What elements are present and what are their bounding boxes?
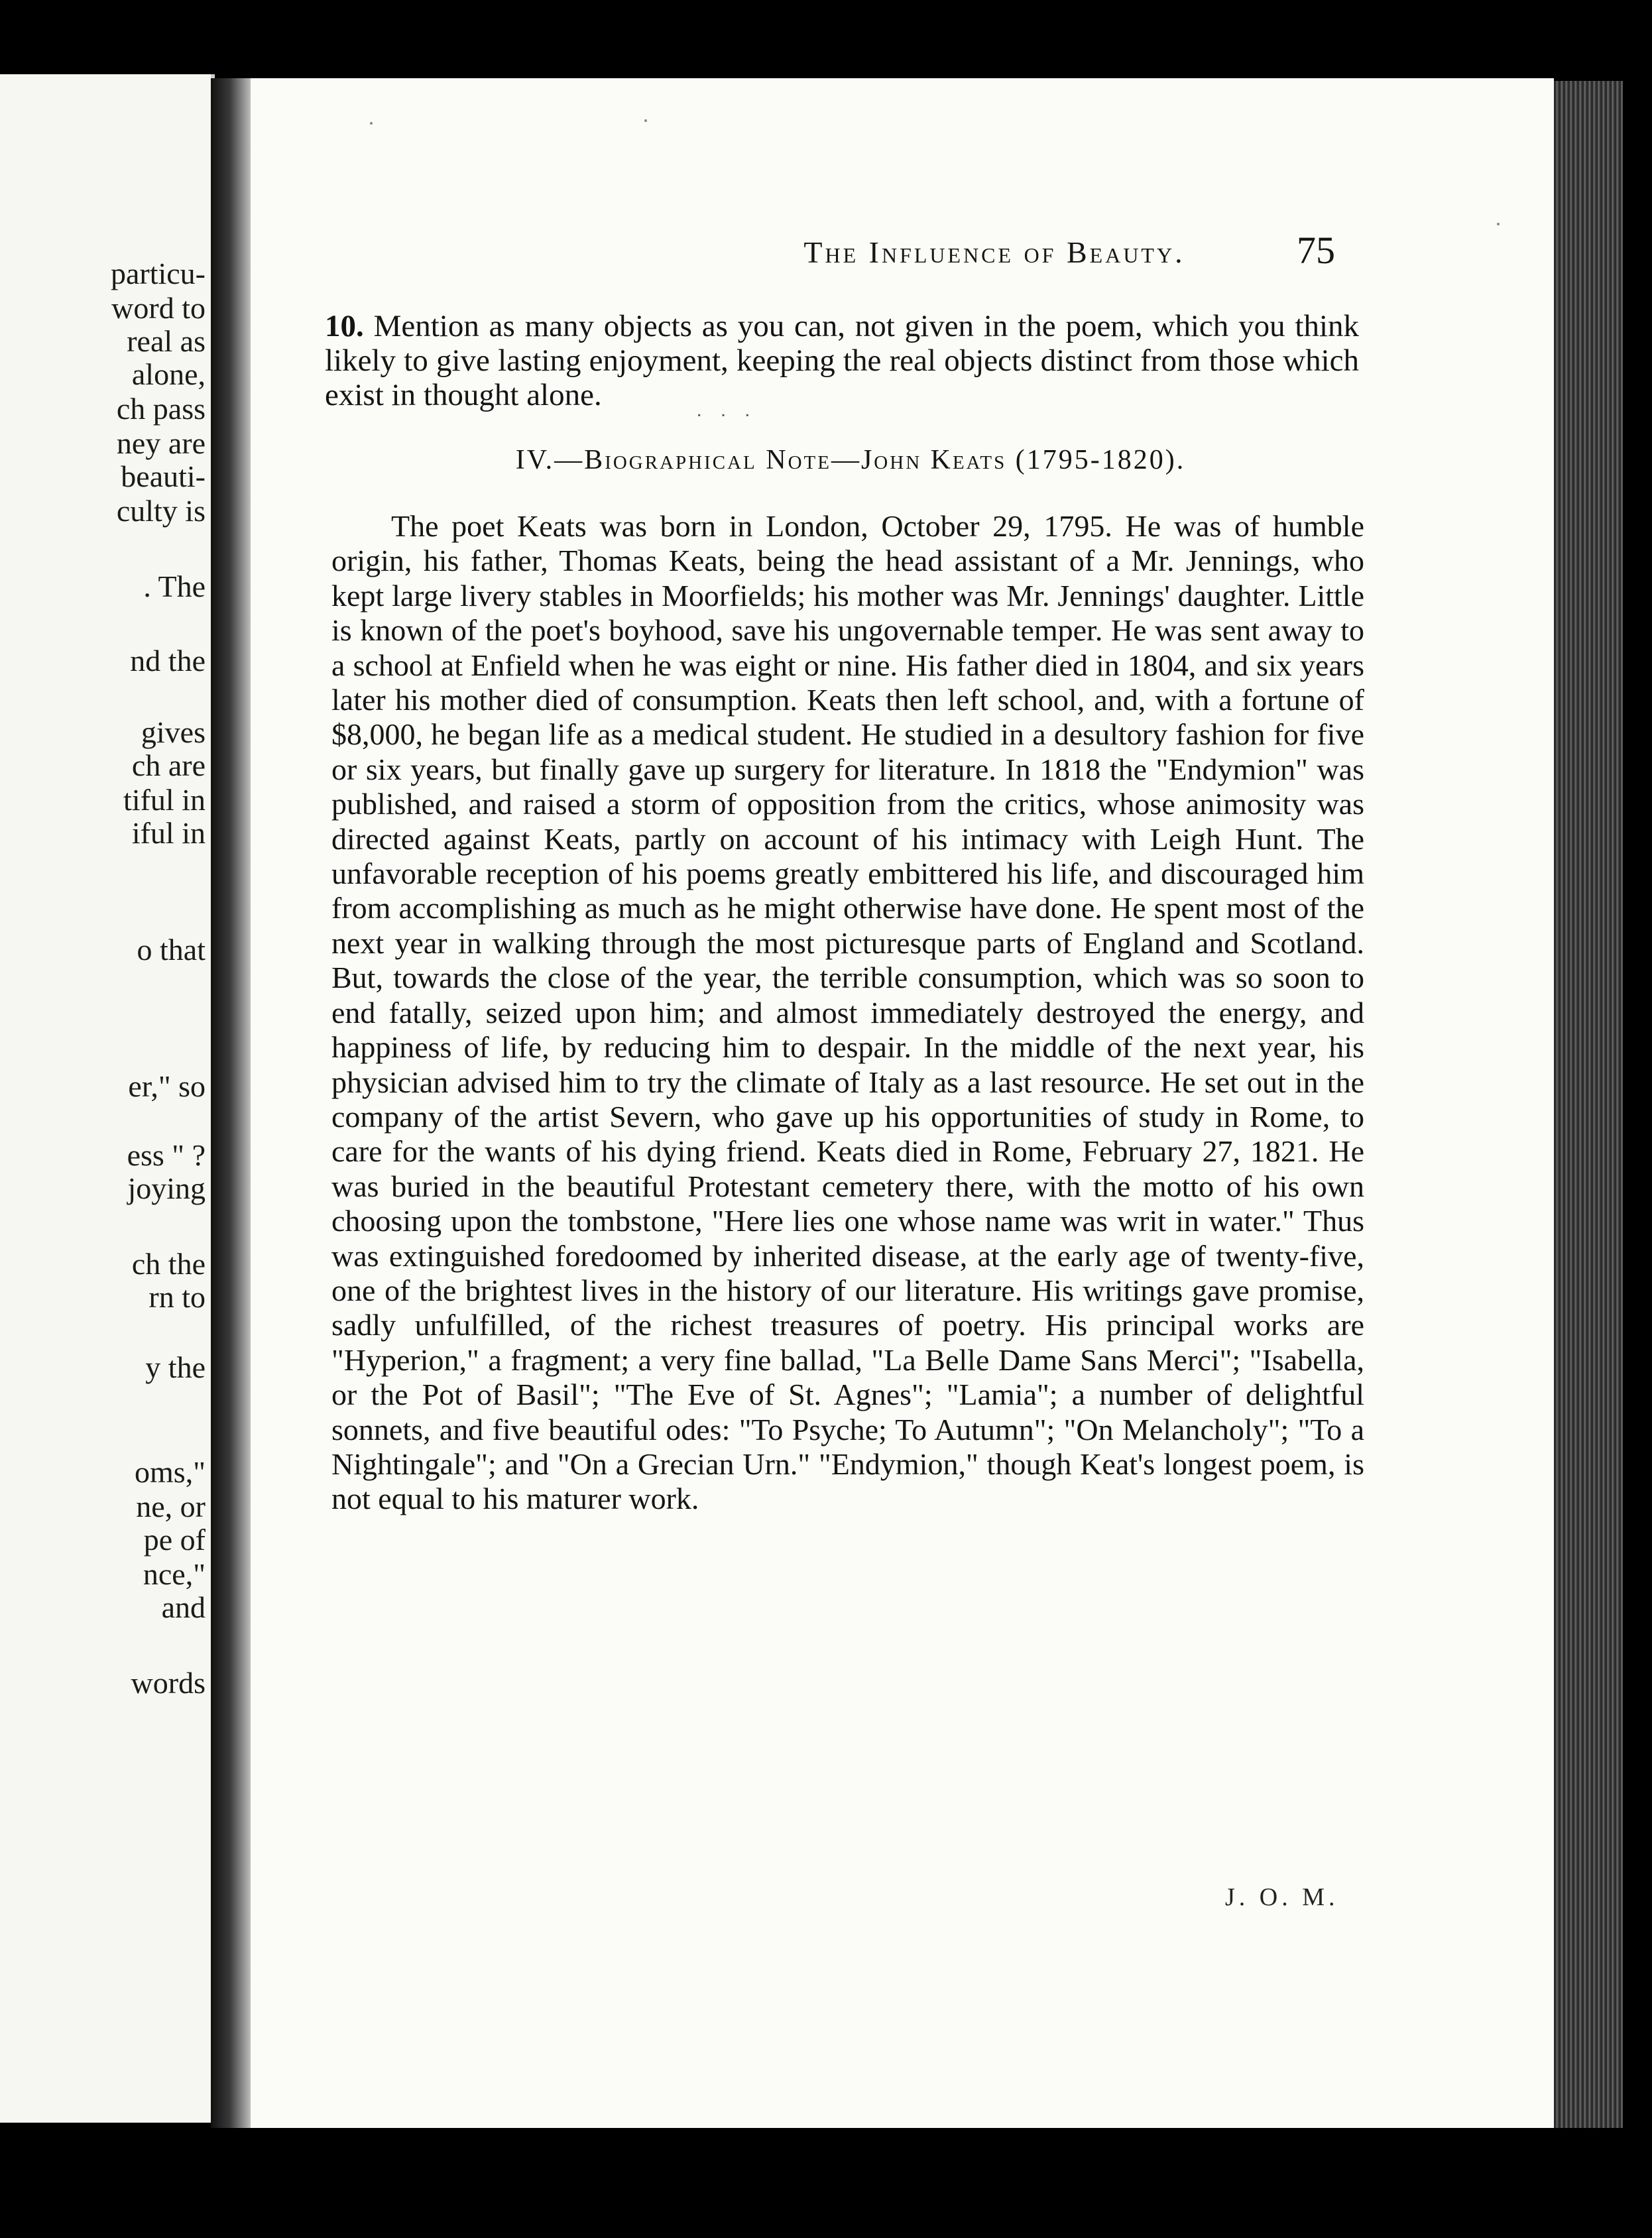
facing-page-line: particu-: [110, 257, 206, 290]
book-gutter: [211, 78, 253, 2128]
facing-page-line: rn to: [148, 1280, 206, 1314]
facing-page-line: alone,: [131, 357, 206, 391]
question-text: Mention as many objects as you can, not given in the poem, which you think likely to give lasting enjoyment, keeping the real objects distinct from those which exist in thought alone.: [325, 309, 1359, 412]
facing-page-line: ch pass: [116, 392, 206, 426]
facing-page-line: gives: [141, 715, 206, 749]
question-10: [325, 309, 1359, 412]
section-heading: IV.—Biographical Note—John Keats (1795-1820).: [515, 445, 1186, 475]
facing-page-line: ess " ?: [127, 1138, 206, 1172]
biographical-note: [331, 509, 1364, 1517]
facing-page-line: ne, or: [136, 1490, 206, 1523]
facing-page-line: oms,": [135, 1455, 206, 1489]
facing-page-line: er," so: [128, 1069, 206, 1103]
body-paragraph: The poet Keats was born in London, October 29, 1795. He was of humble origin, his father, Thomas Keats, being the head assistant of a Mr. Jennings, who kept large livery stables in Moorfields; his mother was Mr. Jennings' daughter. Little is known of the poet's boyhood, save his ungovernable temper. He was sent away to a school at Enfield when he was eight or nine. His father died in 1804, and six years later his mother died of consumption. Keats then left school, and, with a fortune of $8,000, he began life as a medical student. He studied in a desultory fashion for five or six years, but finally gave up surgery for literature. In 1818 the "Endymion" was published, and raised a storm of opposition from the critics, whose animosity was directed against Keats, partly on account of his intimacy with Leigh Hunt. The unfavorable reception of his poems greatly embittered his life, and discouraged him from accomplishing as much as he might otherwise have done. He spent most of the next year in walking through the most picturesque parts of England and Scotland. But, towards the close of the year, the terrible consumption, which was so soon to end fatally, seized upon him; and almost immediately destroyed the energy, and happiness of life, by reducing him to despair. In the middle of the next year, his physician advised him to try the climate of Italy as a last resource. He set out in the company of the artist Severn, who gave up his opportunities of study in Rome, to care for the wants of his dying friend. Keats died in Rome, February 27, 1821. He was buried in the beautiful Protestant cemetery there, with the motto of his own choosing upon the tombstone, "Here lies one whose name was writ in water." Thus was extinguished foredoomed by inherited disease, at the early age of twenty-five, one of the brightest lives in the history of our literature. His writings gave promise, sadly unfulfilled, of the richest treasures of poetry. His principal works are "Hyperion," a fragment; a very fine ballad, "La Belle Dame Sans Merci"; "Isabella, or the Pot of Basil"; "The Eve of St. Agnes"; "Lamia"; a number of delightful sonnets, and five beautiful odes: "To Psyche; To Autumn"; "On Melancholy"; "To a Nightingale"; and "On a Grecian Urn." "Endymion," though Keat's longest poem, is not equal to his maturer work.: [331, 509, 1364, 1516]
facing-page-line: word to: [111, 291, 206, 325]
scan-speck: [370, 122, 373, 125]
facing-page-line: and: [161, 1590, 206, 1624]
running-title: The Influence of Beauty.: [803, 235, 1185, 269]
facing-page-line: o that: [137, 933, 206, 967]
facing-page-line: real as: [127, 324, 206, 358]
facing-page-line: words: [131, 1666, 206, 1700]
facing-page-fragment: [0, 74, 215, 2123]
facing-page-line: tiful in: [123, 783, 206, 817]
book-page: [251, 78, 1554, 2128]
scan-speck: [1497, 223, 1500, 225]
page-number: 75: [1297, 229, 1335, 272]
facing-page-line: y the: [145, 1350, 206, 1384]
facing-page-line: iful in: [131, 816, 206, 850]
author-initials: J. O. M.: [1225, 1883, 1339, 1911]
facing-page-line: nce,": [143, 1557, 206, 1591]
facing-page-line: culty is: [116, 494, 206, 528]
facing-page-line: joying: [127, 1171, 206, 1205]
facing-page-line: ney are: [116, 426, 206, 460]
facing-page-line: ch the: [131, 1247, 206, 1281]
page-edges: [1554, 81, 1623, 2128]
section-ornament: · · ·: [696, 406, 757, 426]
facing-page-line: ch are: [131, 748, 206, 782]
question-number: 10.: [325, 309, 364, 343]
facing-page-line: beauti-: [121, 459, 206, 493]
facing-page-line: . The: [143, 569, 206, 603]
facing-page-line: nd the: [130, 644, 206, 677]
scan-speck: [644, 119, 647, 122]
facing-page-line: pe of: [143, 1523, 206, 1557]
